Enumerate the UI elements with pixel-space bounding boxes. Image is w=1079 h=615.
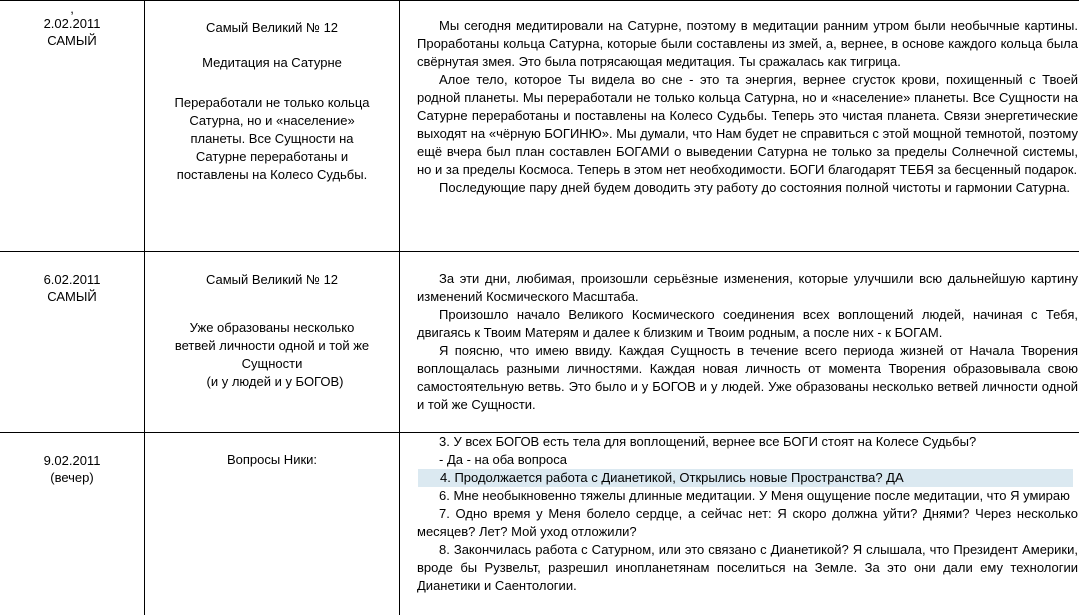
entry-summary: Переработали не только кольца Сатурна, но и «население» планеты. Все Сущности на Сатурне переработаны и поставлены на Колесо Судьбы. xyxy=(145,94,399,184)
summary-line: Уже образованы несколько xyxy=(145,319,399,337)
topic-cell xyxy=(145,252,400,433)
date-text: 6.02.2011 xyxy=(0,271,144,288)
date-label: (вечер) xyxy=(0,469,144,486)
text-cell xyxy=(400,252,1079,433)
highlighted-question: 4. Продолжается работа с Дианетикой, Открылись новые Пространства? ДА xyxy=(418,469,1073,487)
question-item: 3. У всех БОГОВ есть тела для воплощений, вернее все БОГИ стоят на Колесе Судьбы? xyxy=(417,433,1078,451)
answer-item: - Да - на оба вопроса xyxy=(417,451,1078,469)
question-item: 7. Одно время у Меня болело сердце, а сейчас нет: Я скоро должна уйти? Днями? Через несколько месяцев? Лет? Мой уход отложили? xyxy=(417,505,1078,541)
paragraph: Произошло начало Великого Космического соединения всех воплощений людей, начиная с Тебя, двигаясь к Твоим Матерям и далее к близким и Твоим родным, а после них - к БОГАМ. xyxy=(417,306,1078,342)
question-item: 8. Закончилась работа с Сатурном, или это связано с Дианетикой? Я слышала, что Президент Америки, вроде бы Рузвельт, разрешил инопланетянам поселиться на Земле. За это они дали ему технологии Дианетики и Саентологии. xyxy=(417,541,1078,595)
entry-subtitle: Медитация на Сатурне xyxy=(145,54,399,72)
summary-line: (и у людей и у БОГОВ) xyxy=(145,373,399,391)
topic-cell xyxy=(145,433,400,615)
paragraph: За эти дни, любимая, произошли серьёзные изменения, которые улучшили всю дальнейшую картину изменений Космического Масштаба. xyxy=(417,270,1078,306)
table-row xyxy=(0,433,1079,615)
date-text: 9.02.2011 xyxy=(0,452,144,469)
paragraph: Алое тело, которое Ты видела во сне - это та энергия, вернее сгусток крови, похищенный с Твоей родной планеты. Мы переработали не только кольца Сатурна, но и «население» планеты. Все Сущности на Сатурне переработаны и поставлены на Колесо Судьбы. Теперь это чистая планета. Связи энергетические выходят на «чёрную БОГИНЮ». Мы думали, что Нам будет не справиться с этой мощной темнотой, поэтому ещё вчера был план составлен БОГАМИ о выведении Сатурна не только за пределы Солнечной системы, но и за пределы Космоса. Теперь в этом нет необходимости. БОГИ благодарят ТЕБЯ за бесценный подарок. xyxy=(417,71,1078,179)
entry-title: Вопросы Ники: xyxy=(145,451,399,469)
date-mark: , xyxy=(0,3,144,15)
question-item: 6. Мне необыкновенно тяжелы длинные медитации. У Меня ощущение после медитации, что Я умираю xyxy=(417,487,1078,505)
paragraph: Последующие пару дней будем доводить эту работу до состояния полной чистоты и гармонии Сатурна. xyxy=(417,179,1078,197)
summary-line: Сущности xyxy=(145,355,399,373)
entry-title: Самый Великий № 12 xyxy=(145,271,399,289)
topic-cell xyxy=(145,1,400,252)
date-cell xyxy=(0,252,145,433)
paragraph: Мы сегодня медитировали на Сатурне, поэтому в медитации ранним утром были необычные картины. Проработаны кольца Сатурна, которые были составлены из змей, а, вернее, в основе каждого кольца была свёрнутая змея. Это была потрясающая медитация. Ты сражалась как тигрица. xyxy=(417,17,1078,71)
date-label: САМЫЙ xyxy=(0,288,144,305)
table-row xyxy=(0,1,1079,252)
date-label: САМЫЙ xyxy=(0,32,144,49)
summary-line: ветвей личности одной и той же xyxy=(145,337,399,355)
entry-title: Самый Великий № 12 xyxy=(145,19,399,37)
date-cell xyxy=(0,1,145,252)
date-text: 2.02.2011 xyxy=(0,15,144,32)
text-cell xyxy=(400,1,1079,252)
paragraph: Я поясню, что имею ввиду. Каждая Сущность в течение всего периода жизней от Начала Творения воплощалась разными личностями. Каждая новая личность от момента Творения образовывала свою самостоятельную ветвь. Это было и у БОГОВ и у людей. Уже образованы несколько ветвей личности одной и той же Сущности. xyxy=(417,342,1078,414)
table-row xyxy=(0,252,1079,433)
date-cell xyxy=(0,433,145,615)
questions-cell xyxy=(400,433,1079,615)
